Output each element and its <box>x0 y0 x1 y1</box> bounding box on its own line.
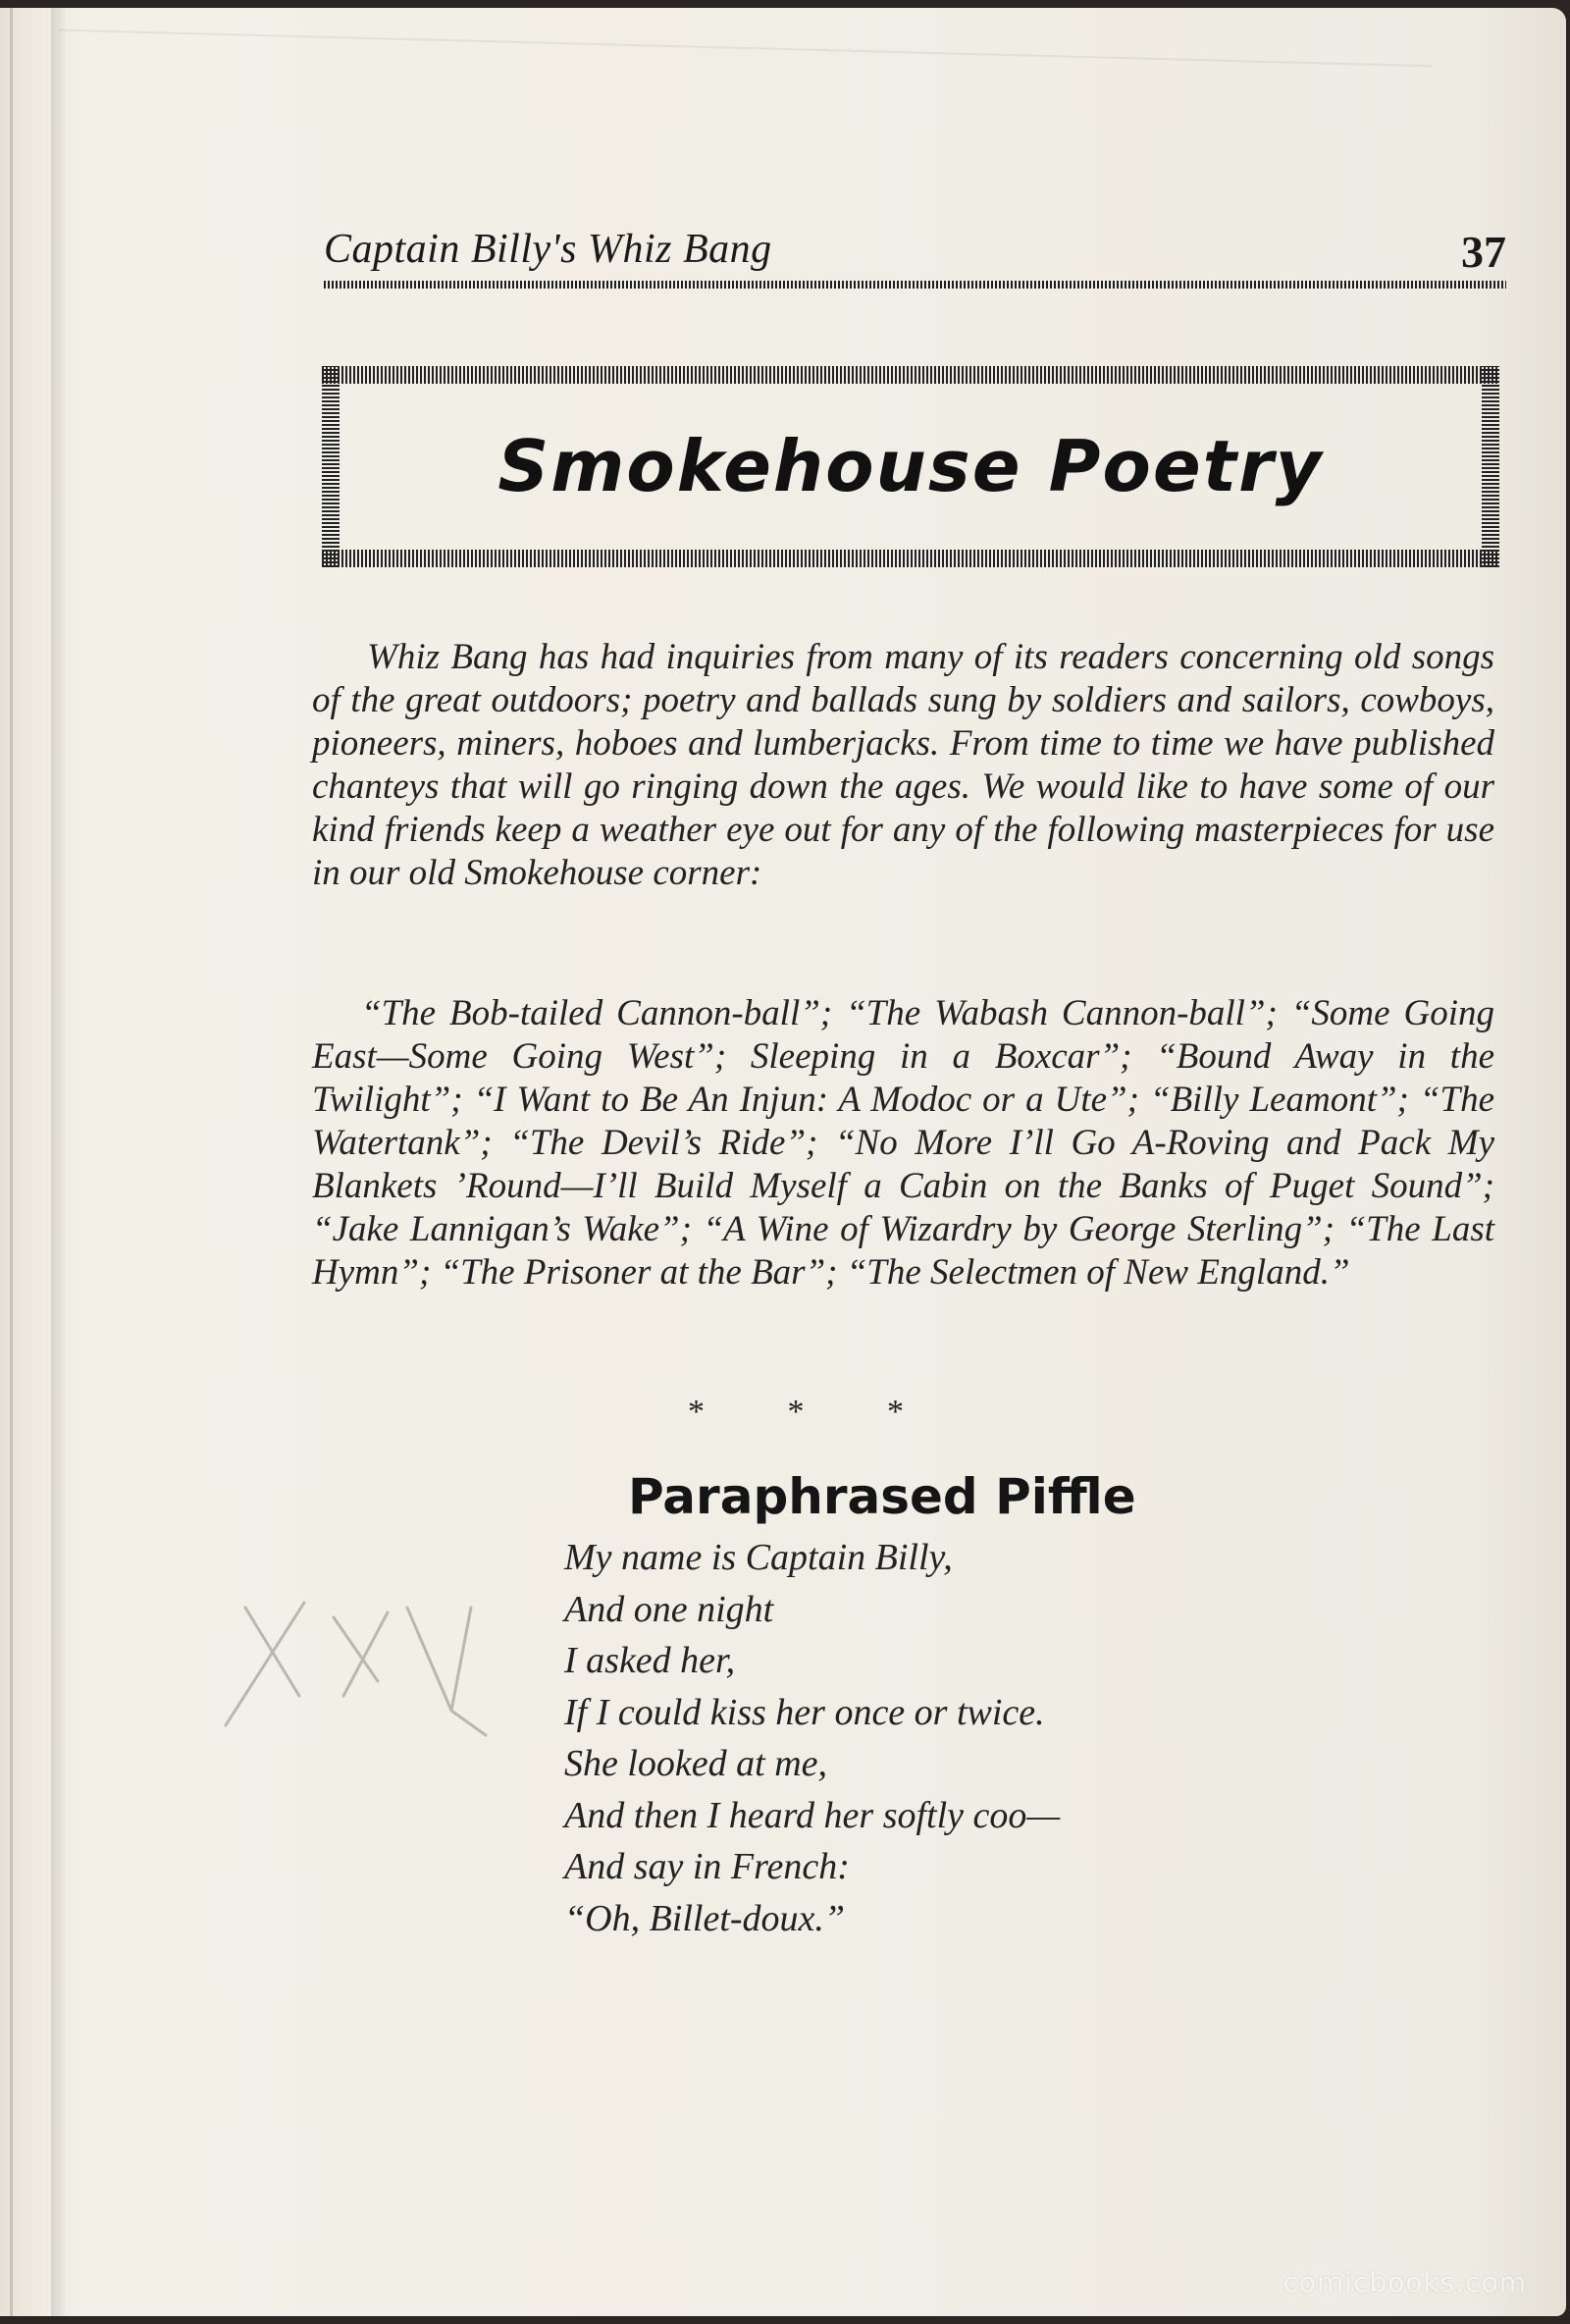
poem-line: And one night <box>564 1588 774 1630</box>
section-title-box <box>322 366 1499 567</box>
poem-line: My name is Captain Billy, <box>564 1537 953 1578</box>
magazine-page <box>0 8 1566 2316</box>
running-title: Captain Billy's Whiz Bang <box>324 227 772 272</box>
box-border-bottom <box>322 550 1499 567</box>
requested-titles-text: “The Bob-tailed Cannon-ball”; “The Wabash Cannon-ball”; “Some Going East—Some Going West”; Sleeping in a Boxcar”; “Bound Away in the Twilight”; “I Want to Be An Injun: A Modoc or a Ute”; “Billy Leamont”; “The Watertank”; “The Devil’s Ride”; “No More I’ll Go A-Roving and Pack My Blankets ’Round—I’ll Build Myself a Cabin on the Banks of Puget Sound”; “Jake Lannigan’s Wake”; “A Wine of Wizardry by George Sterling”; “The Last Hymn”; “The Prisoner at the Bar”; “The Selectmen of New England.” <box>312 993 1494 1293</box>
poem-line: And then I heard her softly coo— <box>564 1794 1061 1836</box>
intro-paragraph <box>312 636 1494 895</box>
poem-title: Paraphrased Piffle <box>628 1468 1136 1525</box>
header-rule <box>324 281 1506 289</box>
requested-titles-paragraph <box>312 992 1494 1294</box>
poem <box>564 1532 1349 1944</box>
watermark: comicbooks.com <box>1282 2266 1527 2298</box>
running-header <box>324 226 1506 285</box>
box-border-top <box>322 366 1499 384</box>
intro-text: Whiz Bang has had inquiries from many of its readers concerning old songs of the great outdoors; poetry and ballads sung by soldiers and sailors, cowboys, pioneers, miners, hoboes and lumberjacks. From time to time we have published chanteys that will go ringing down the ages. We would like to have some of our kind friends keep a weather eye out for any of the following masterpieces for use in our old Smokehouse corner: <box>312 637 1494 893</box>
paper-crease <box>59 29 1433 68</box>
poem-line: I asked her, <box>564 1640 736 1681</box>
page-number: 37 <box>1461 227 1506 277</box>
section-title: Smokehouse Poetry <box>497 425 1324 507</box>
page-edge-shadow <box>10 8 13 2316</box>
spine-shadow <box>51 8 65 2316</box>
pencil-annotation <box>206 1588 530 1755</box>
asterisk-separator: * * * <box>688 1394 941 1430</box>
poem-line: If I could kiss her once or twice. <box>564 1691 1045 1733</box>
poem-line: She looked at me, <box>564 1743 828 1784</box>
poem-line: And say in French: <box>564 1846 850 1887</box>
poem-line: “Oh, Billet-doux.” <box>564 1897 846 1939</box>
